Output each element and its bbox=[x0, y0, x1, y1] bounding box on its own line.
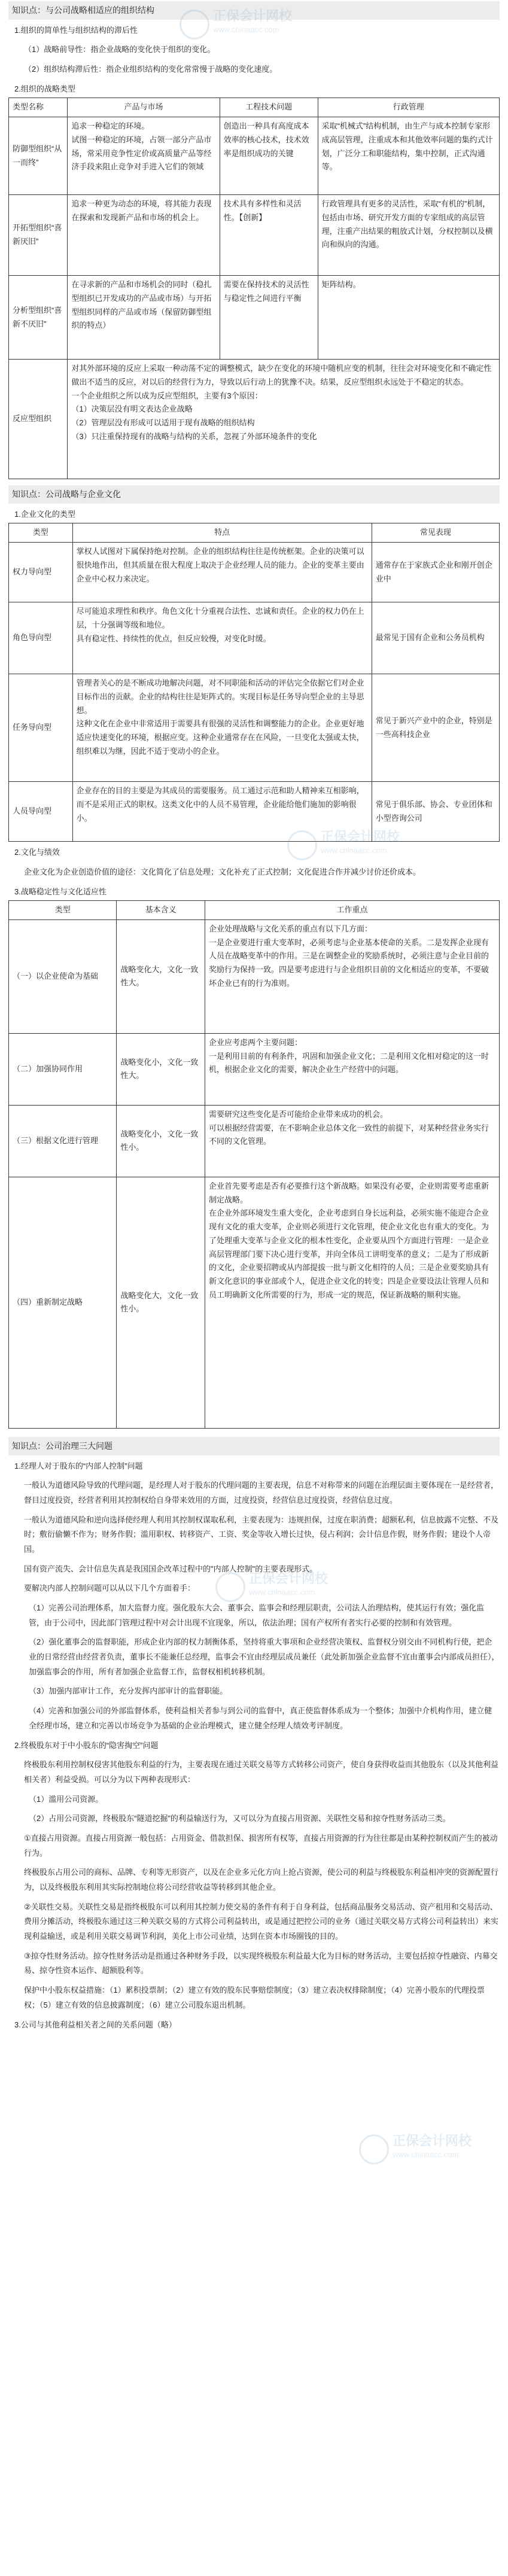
column-header: 类型名称 bbox=[9, 98, 68, 117]
table-row bbox=[9, 919, 500, 1033]
cell-type: 人员导向型 bbox=[9, 782, 73, 842]
section-culture bbox=[0, 485, 508, 1429]
paragraph: 保护中小股东权益措施：（1）累积投票制；（2）建立有效的股东民事赔偿制度；（3）建立表决权排除制度；（4）完善小股东的代理投票权；（5）建立有效的信息披露制度；（6）建立公司股东退出机制。 bbox=[24, 1986, 485, 2009]
cell-admin: 行政管理具有更多的灵活性，采取“有机的”机制，包括由市场、研究开发方面的专家组成的高层管理，注重产出结果的粗放式计划，分权控制以及横向和纵向的沟通。 bbox=[318, 195, 499, 276]
cell-feature: 管理者关心的是不断成功地解决问题，对不同职能和活动的评估完全依据它们对企业目标作出的贡献。企业的结构往往是矩阵式的。实现目标是任务导向型企业的主导思想。 这种文化在企业中非常适用于需要具有很强的灵活性和调整能力的企业。企业更好地适应快速变化的环境，根据应变。这种企业通常存在在风险，一旦变化太强或太快，组织难以为继，因此不适于变动小的企业。 bbox=[72, 674, 372, 782]
paragraph: 要解决内部人控制问题可以从以下几个方面着手： bbox=[24, 1584, 196, 1593]
watermark: 正保会计网校 www.chinaacc.com bbox=[287, 826, 413, 864]
paragraph: 终极股东占用公司的商标、品牌、专利等无形资产，以及在企业多元化方向上抢占资源，使公司的利益与终极股东利益相冲突的资源配置行为，以及终极股东利用其实际控制地位将公司经营收益等转移到其他企业。 bbox=[24, 1868, 499, 1892]
list-item: （3）加强内部审计工作，充分发挥内部审计的监督职能。 bbox=[29, 1686, 228, 1696]
table-row bbox=[9, 195, 500, 276]
section-heading: 知识点：公司治理三大问题 bbox=[8, 1437, 500, 1456]
cell-meaning: 战略变化大，文化一致性小。 bbox=[117, 1177, 205, 1428]
subheading: 1.企业文化的类型 bbox=[14, 509, 75, 519]
cell-type: 开拓型组织“喜新厌旧” bbox=[9, 195, 68, 276]
table-header-row bbox=[9, 901, 500, 920]
cell-type: （四）重新制定战略 bbox=[9, 1177, 117, 1428]
paragraph: ①直接占用资源。直接占用资源一般包括：占用资金、借款担保、损害所有权等，直接占用资源的行为往往都是由某种控制权而产生的被动行为。 bbox=[24, 1833, 498, 1858]
subheading: 1.经理人对于股东的“内部人控制”问题 bbox=[14, 1461, 143, 1470]
cell-market: 追求一种更为动态的环境，将其能力表现在探索和发现新产品和市场的机会上。 bbox=[68, 195, 220, 276]
subheading: 2.终极股东对于中小股东的“隐害掏空”问题 bbox=[14, 1740, 159, 1750]
paragraph: 企业文化为企业创造价值的途径：文化简化了信息处理；文化补充了正式控制；文化促进合作并减少讨价还价成本。 bbox=[24, 867, 421, 876]
paragraph: （1）战略前导性：指企业战略的变化快于组织的变化。 bbox=[24, 45, 215, 54]
column-header: 基本含义 bbox=[117, 901, 205, 920]
cell-focus: 企业首先要考虑是否有必要推行这个新战略。如果没有必要，企业则需要考虑重新制定战略。 在企业外部环境发生重大变化，企业考虑到自身长远利益，必须实施不能迎合企业现有文化的重大变革，企业则必须进行文化管理，使企业文化也有重大的变化。为了处理重大变革与企业文化的根本性变化，企业要从四个方面进行管理：一是企业高层管理部门要下决心进行变革，并向全体员工讲明变革的意义；二是为了形成新的文化，企业要招聘或从内部提拔一批与新文化相符的人员；三是企业要奖励具有新文化意识的事业部或个人，促进企业文化的转变；四是企业要设法让管理人员和员工明确新文化所需要的行为，形成一定的规范，保证新战略的顺利实施。 bbox=[205, 1177, 499, 1428]
cell-reactive-desc: 对其外部环境的反应上采取一种动荡不定的调整模式，缺少在变化的环境中随机应变的机制，往往会对环境变化和不确定性做出不适当的反应，对以后的经营行为力，导致以后行动上的犹豫不决。结果，反应型组织永远处于不稳定的状态。 一个企业组织之所以成为反应型组织，主要有3个原因： （1）决策层没有明文表达企业战略 （2）管理层没有形成可以适用于现有战略的组织结构 （3）只注重保持现有的战略与结构的关系，忽视了外部环境条件的变化 bbox=[68, 360, 500, 479]
cell-type: 角色导向型 bbox=[9, 602, 73, 674]
column-header: 工作重点 bbox=[205, 901, 499, 920]
column-header: 产品与市场 bbox=[68, 98, 220, 117]
paragraph: 一般认为道德风险和逆向选择使经理人利用其控制权谋取私利，主要表现为：违规担保，过度在职消费；超额私利，信息披露不完整、不及时；敷衍偷懒不作为；财务作假；滥用职权、转移资产、工资、奖金等收入增长过快，侵占利润；会计信息作假，财务作假；建设个人帝国。 bbox=[24, 1515, 499, 1554]
cell-type: 任务导向型 bbox=[9, 674, 73, 782]
cell-type: 分析型组织“喜新不厌旧” bbox=[9, 276, 68, 360]
table-row bbox=[9, 117, 500, 195]
subheading: 3.战略稳定性与文化适应性 bbox=[14, 887, 107, 896]
column-header: 工程技术问题 bbox=[220, 98, 318, 117]
table-row bbox=[9, 674, 500, 782]
paragraph: 终极股东利用控制权侵害其他股东利益的行为，主要表现在通过关联交易等方式转移公司资产，使自身获得收益而其他股东（以及其他利益相关者）利益受损。可以分为以下两种表现形式： bbox=[24, 1760, 499, 1784]
table-row bbox=[9, 602, 500, 674]
column-header: 行政管理 bbox=[318, 98, 499, 117]
strategy-culture-table bbox=[8, 900, 500, 1429]
subheading: 2.组织的战略类型 bbox=[14, 84, 75, 93]
column-header: 类型 bbox=[9, 901, 117, 920]
culture-type-table bbox=[8, 523, 500, 842]
subheading: 2.文化与绩效 bbox=[14, 848, 60, 857]
paragraph: 国有资产流失、会计信息失真是我国国企改革过程中的"内部人控制"的主要表现形式。 bbox=[24, 1564, 318, 1573]
cell-type: 防御型组织“从一而终” bbox=[9, 117, 68, 195]
list-item: （2）占用公司资源，终极股东“隧道挖掘”的利益输送行为，又可以分为直接占用资源、关联性交易和掠夺性财务活动三类。 bbox=[29, 1814, 451, 1823]
cell-meaning: 战略变化大，文化一致性大。 bbox=[117, 919, 205, 1033]
cell-type: （三）根据文化进行管理 bbox=[9, 1105, 117, 1177]
cell-type: （二）加强协同作用 bbox=[9, 1033, 117, 1105]
subheading: 3.公司与其他利益相关者之间的关系问题（略） bbox=[14, 2020, 177, 2029]
cell-common: 常见于俱乐部、协会、专业团体和小型咨询公司 bbox=[372, 782, 499, 842]
cell-tech: 技术具有多样性和灵活性。【创新】 bbox=[220, 195, 318, 276]
paragraph: （2）组织结构滞后性：指企业组织结构的变化常常慢于战略的变化速度。 bbox=[24, 64, 278, 74]
table-row bbox=[9, 782, 500, 842]
list-item: （4）完善和加强公司的外部监督体系，使利益相关者参与到公司的监督中，真正使监督体系成为一个整体；加强中介机构作用，建立健全经理市场，建立和完善以市场竞争为基础的企业治理模式，建立健全经理人绩效考评制度。 bbox=[29, 1706, 492, 1730]
subheading: 1.组织的简单性与组织结构的滞后性 bbox=[14, 25, 138, 35]
cell-feature: 尽可能追求理性和秩序。角色文化十分重视合法性、忠诚和责任。企业的权力仍在上层，十分强调等级和地位。 具有稳定性、持续性的优点，但反应较慢，对变化时缓。 bbox=[72, 602, 372, 674]
cell-common: 最常见于国有企业和公务员机构 bbox=[372, 602, 499, 674]
cell-feature: 掌权人试图对下属保持绝对控制。企业的组织结构往往是传统框架。企业的决策可以很快地作出，但其质量在很大程度上取决于企业经理人员的能力。企业的变革主要由企业中心权力来决定。 bbox=[72, 543, 372, 602]
watermark-logo-icon bbox=[359, 2135, 389, 2164]
cell-focus: 企业处理战略与文化关系的重点有以下几方面： 一是企业要进行重大变革时，必须考虑与企业基本使命的关系。二是发挥企业现有人员在战略变革中的作用。三是在调整企业的奖励系统时，必须注意与企业目前的奖励行为保持一致。四是要考虑进行与企业组织目前的文化相适应的变革，不要破坏企业已有的行为准则。 bbox=[205, 919, 499, 1033]
column-header: 特点 bbox=[72, 523, 372, 543]
cell-feature: 企业存在的目的主要是为其成员的需要服务。员工通过示范和助人精神来互相影响，而不是采用正式的职权。这类文化中的人员不易管理，企业能给他们施加的影响很小。 bbox=[72, 782, 372, 842]
cell-focus: 企业应考虑两个主要问题： 一是利用目前的有利条件，巩固和加强企业文化；二是利用文化相对稳定的这一时机，根据企业文化的需要，解决企业生产经营中的问题。 bbox=[205, 1033, 499, 1105]
cell-admin: 矩阵结构。 bbox=[318, 276, 499, 360]
section-heading: 知识点：公司战略与企业文化 bbox=[8, 485, 500, 504]
table-row bbox=[9, 1033, 500, 1105]
table-header-row bbox=[9, 98, 500, 117]
cell-type: （一）以企业使命为基础 bbox=[9, 919, 117, 1033]
table-header-row bbox=[9, 523, 500, 543]
table-row bbox=[9, 276, 500, 360]
cell-tech: 创造出一种具有高度成本效率的核心技术，技术效率是组织成功的关键 bbox=[220, 117, 318, 195]
cell-type: 反应型组织 bbox=[9, 360, 68, 479]
cell-common: 通常存在于家族式企业和刚开创企业中 bbox=[372, 543, 499, 602]
cell-meaning: 战略变化小，文化一致性大。 bbox=[117, 1033, 205, 1105]
column-header: 常见表现 bbox=[372, 523, 499, 543]
column-header: 类型 bbox=[9, 523, 73, 543]
paragraph: 一般认为道德风险导致的代理问题，是经理人对于股东的代理问题的主要表现，信息不对称带来的问题在治理层面主要体现在一是经营者，督目过度投资，经营者利用其控制权给自身带来效用的方面，过度投资，经营信息过度投资，经营信息过度。 bbox=[24, 1481, 499, 1505]
cell-admin: 采取“机械式”结构机制，由生产与成本控制专家形成高层管理，注重成本和其他效率问题的集约式计划，广泛分工和职能结构，集中控制，正式沟通等。 bbox=[318, 117, 499, 195]
paragraph: ②关联性交易。关联性交易是指终极股东可以利用其控制力使交易的条件有利于自身利益，包括商品服务交易活动、资产租用和交易活动、费用分摊活动，终极股东通过这三种关联交易的方式将公司利益转出，或是通过把控公司的业务（通过关联交易方式将公司利益转出）来实现利益输送，或是利用关联交易调节利润，美化上市公司业绩，达到在资本市场圈钱的目的。 bbox=[24, 1902, 499, 1941]
list-item: （2）强化董事会的监督职能，形成企业内部的权力制衡体系，坚持将重大事项和企业经营决策权、监督权分别交由不同机构行使，把企业的日常经营由经营者负责，董事长不能兼任总经理，监事会不宜由经理层成员兼任（此处新加强企业监督不宜由董事会内部成员担任），加强监事会的作用，所有者加强企业监督工作，监督权相机转移机制。 bbox=[29, 1637, 500, 1676]
cell-market: 追求一种稳定的环境。 试图一种稳定的环境，占领一部分产品市场，常采用竞争性定价或高质量产品等经济手段来阻止竞争对手进入它们的领域 bbox=[68, 117, 220, 195]
watermark: 正保会计网校 www.chinaacc.com bbox=[180, 5, 305, 43]
section-org-structure bbox=[0, 1, 508, 479]
cell-common: 常见于新兴产业中的企业，特别是一些高科技企业 bbox=[372, 674, 499, 782]
cell-focus: 需要研究这些变化是否可能给企业带来成功的机会。 可以根据经营需要，在不影响企业总体文化一致性的前提下，对某种经营业务实行不同的文化管理。 bbox=[205, 1105, 499, 1177]
table-row bbox=[9, 1105, 500, 1177]
list-item: （1）完善公司治理体系，加大监督力度。强化股东大会、董事会、监事会和经理层职责，公司法人治理结构，使其运行有效；强化监管，由于公司中，因此部门管理过程中对会计出现不宜现象，所以，依法治理；国有产权所有者实行必要的控制和有效管理。 bbox=[29, 1603, 485, 1627]
cell-tech: 需要在保持技术的灵活性与稳定性之间进行平衡 bbox=[220, 276, 318, 360]
cell-type: 权力导向型 bbox=[9, 543, 73, 602]
section-governance bbox=[0, 1437, 508, 2032]
table-row bbox=[9, 360, 500, 479]
paragraph: ③掠夺性财务活动。掠夺性财务活动是指通过各种财务手段，以实现终极股东利益最大化为目标的财务活动，主要包括掠夺性融资、内幕交易、掠夺性资本运作、超额股利等。 bbox=[24, 1951, 498, 1975]
cell-market: 在寻求新的产品和市场机会的同时（稳扎型组织已开发成功的产品或市场）与开拓型组织同样的产品或市场（保留防御型组织的特点） bbox=[68, 276, 220, 360]
watermark: 正保会计网校 www.chinaacc.com bbox=[215, 1567, 341, 1606]
org-strategy-table bbox=[8, 98, 500, 479]
watermark: 正保会计网校 www.chinaacc.com bbox=[359, 2130, 485, 2168]
cell-meaning: 战略变化小，文化一致性小。 bbox=[117, 1105, 205, 1177]
list-item: （1）滥用公司资源。 bbox=[29, 1794, 104, 1804]
table-row bbox=[9, 543, 500, 602]
section-heading: 知识点：与公司战略相适应的组织结构 bbox=[8, 1, 500, 20]
table-row bbox=[9, 1177, 500, 1428]
